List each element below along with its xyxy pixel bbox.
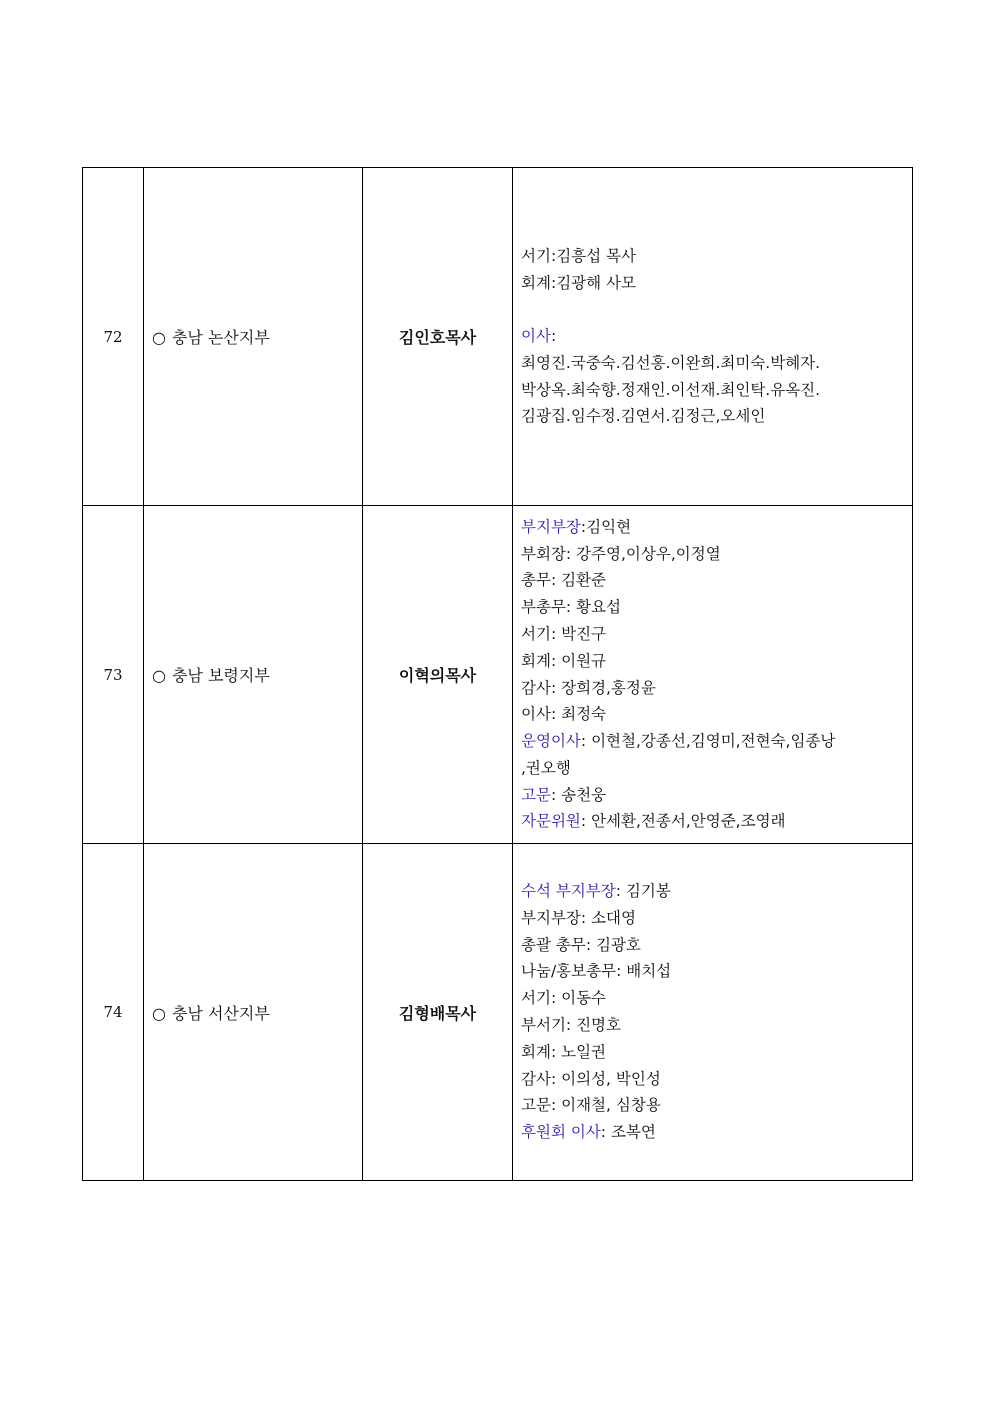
member-line <box>521 323 904 350</box>
member-separator: : <box>565 598 577 617</box>
member-role: 서기 <box>521 989 551 1008</box>
member-separator: : <box>550 624 562 643</box>
member-separator: : <box>550 1096 562 1115</box>
member-role: 수석 부지부장 <box>521 882 616 901</box>
member-line <box>521 1119 904 1146</box>
member-role: 이사 <box>521 327 551 346</box>
member-line <box>521 755 904 782</box>
member-line <box>521 701 904 728</box>
member-separator: : <box>550 678 562 697</box>
member-separator: : <box>616 962 627 981</box>
member-line <box>521 728 904 755</box>
member-names: 조복연 <box>610 1123 656 1142</box>
member-role: 총괄 총무 <box>521 935 586 954</box>
member-role: 이사 <box>521 705 551 724</box>
branch-cell <box>144 168 363 506</box>
member-names: 최영진.국중숙.김선홍.이완희.최미숙.박혜자. <box>521 353 821 372</box>
branch-name: 충남 서산지부 <box>171 1003 270 1023</box>
member-names: 이현철,강종선,김영미,전현숙,임종낭 <box>591 732 836 751</box>
circle-bullet-icon: ○ <box>152 666 166 685</box>
member-role: 회계 <box>521 273 551 292</box>
member-line <box>521 621 904 648</box>
member-line <box>521 905 904 932</box>
member-line <box>521 782 904 809</box>
member-line <box>521 1092 904 1119</box>
member-line <box>521 541 904 568</box>
branch-cell <box>144 844 363 1181</box>
table-row <box>83 506 913 844</box>
member-names: 소대영 <box>591 908 636 927</box>
member-line <box>521 878 904 905</box>
member-separator: : <box>550 705 562 724</box>
member-names: 박진구 <box>561 624 607 643</box>
member-names: 김흥섭 목사 <box>556 246 636 265</box>
branch-cell <box>144 506 363 844</box>
member-separator: : <box>550 989 562 1008</box>
member-line <box>521 594 904 621</box>
member-names: 황요섭 <box>576 598 621 617</box>
member-role: 부서기 <box>521 1016 566 1034</box>
members-cell <box>513 168 913 506</box>
member-names: 배치섭 <box>626 962 672 981</box>
circle-bullet-icon: ○ <box>152 1003 166 1023</box>
member-names: 이동수 <box>561 989 607 1008</box>
member-role: 고문 <box>521 785 551 804</box>
member-names: 이의성, 박인성 <box>561 1069 661 1088</box>
member-role: 후원회 이사 <box>521 1123 601 1142</box>
branch-name: 충남 보령지부 <box>171 666 270 685</box>
member-line <box>521 1066 904 1093</box>
row-number: 73 <box>83 506 144 844</box>
member-line <box>521 932 904 959</box>
member-separator: : <box>580 732 592 751</box>
member-role: 자문위원 <box>521 812 581 831</box>
members-cell <box>513 506 913 844</box>
member-separator: : <box>615 882 626 901</box>
table-row <box>83 844 913 1181</box>
member-role: 서기 <box>521 246 551 265</box>
member-line <box>521 350 904 377</box>
member-line <box>521 403 904 430</box>
member-names: 김광집.임수정.김연서.김정근,오세인 <box>521 407 766 426</box>
member-role: 부총무 <box>521 598 566 617</box>
member-role: 회계 <box>521 1042 551 1061</box>
member-separator: : <box>580 812 592 831</box>
member-names: 김기봉 <box>625 882 671 901</box>
member-names: 송천웅 <box>561 785 607 804</box>
member-names: ,권오행 <box>521 758 571 777</box>
member-names: 장희경,홍정윤 <box>561 678 656 697</box>
member-separator: : <box>585 935 596 954</box>
member-separator: : <box>550 327 557 346</box>
member-role: 나눔/홍보총무 <box>521 962 617 981</box>
member-role: 운영이사 <box>521 732 581 751</box>
member-role: 총무 <box>521 571 551 590</box>
member-separator: : <box>580 517 587 536</box>
member-names: 안세환,전종서,안영준,조영래 <box>591 812 786 831</box>
row-number: 74 <box>83 844 144 1181</box>
members-cell <box>513 844 913 1181</box>
member-names: 최정숙 <box>561 705 607 724</box>
member-names: 진명호 <box>576 1016 621 1034</box>
member-line <box>521 648 904 675</box>
member-names: 강주영,이상우,이정열 <box>576 544 721 563</box>
member-line <box>521 675 904 702</box>
member-role: 서기 <box>521 624 551 643</box>
member-separator: : <box>550 273 557 292</box>
member-line <box>521 514 904 541</box>
member-line <box>521 243 904 270</box>
member-line <box>521 377 904 404</box>
leader-name: 김형배목사 <box>363 844 513 1181</box>
member-names: 김광해 사모 <box>556 273 636 292</box>
member-names: 김환준 <box>561 571 607 590</box>
member-names: 이재철, 심창용 <box>561 1096 661 1115</box>
member-role: 회계 <box>521 651 551 670</box>
member-line <box>521 985 904 1012</box>
member-separator: : <box>550 651 562 670</box>
member-role: 부지부장 <box>521 908 581 927</box>
member-role: 고문 <box>521 1096 551 1115</box>
member-separator: : <box>580 908 592 927</box>
member-names: 김광호 <box>595 935 641 954</box>
leader-name: 김인호목사 <box>363 168 513 506</box>
member-names: 노일권 <box>561 1042 607 1061</box>
member-separator: : <box>550 785 562 804</box>
circle-bullet-icon: ○ <box>152 328 166 347</box>
member-role: 부지부장 <box>521 517 581 536</box>
member-line <box>521 567 904 594</box>
member-role: 감사 <box>521 678 551 697</box>
member-line <box>521 1012 904 1039</box>
branch-table <box>82 167 913 1181</box>
member-line <box>521 270 904 297</box>
member-separator: : <box>550 1069 562 1088</box>
member-separator: : <box>600 1123 611 1142</box>
member-role: 부회장 <box>521 544 566 563</box>
spacer <box>521 296 904 323</box>
table-row <box>83 168 913 506</box>
branch-name: 충남 논산지부 <box>171 328 270 347</box>
member-line <box>521 1039 904 1066</box>
member-separator: : <box>550 246 557 265</box>
leader-name: 이혁의목사 <box>363 506 513 844</box>
member-separator: : <box>550 571 562 590</box>
member-role: 감사 <box>521 1069 551 1088</box>
member-line <box>521 808 904 835</box>
table-body <box>83 168 913 1181</box>
member-line <box>521 958 904 985</box>
member-separator: : <box>565 544 577 563</box>
member-separator: : <box>550 1042 562 1061</box>
member-names: 김익현 <box>586 517 632 536</box>
member-separator: : <box>565 1016 577 1034</box>
member-names: 이원규 <box>561 651 607 670</box>
member-names: 박상옥.최숙향.정재인.이선재.최인탁.유옥진. <box>521 380 821 399</box>
row-number: 72 <box>83 168 144 506</box>
